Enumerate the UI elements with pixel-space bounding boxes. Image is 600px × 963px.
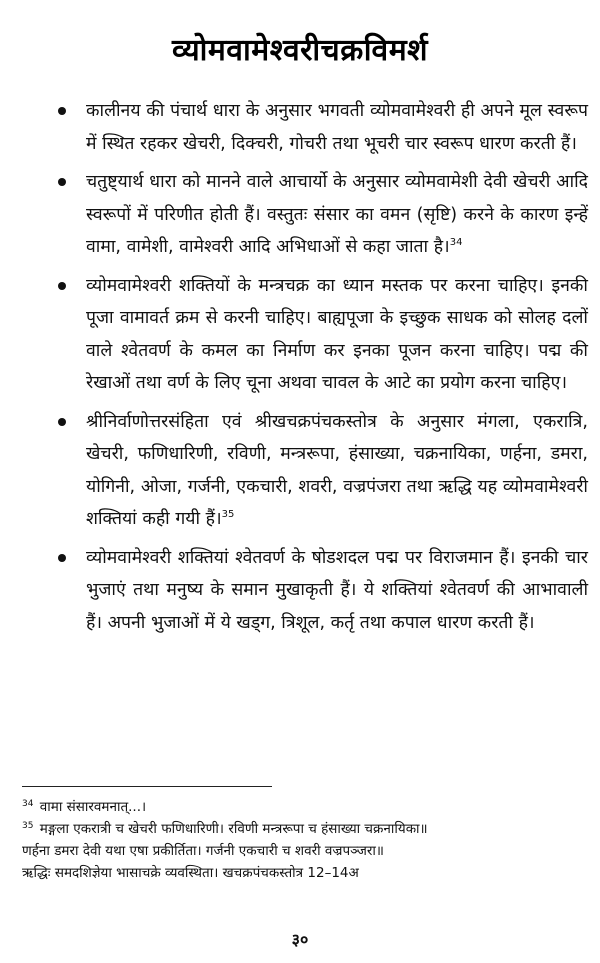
page-title: व्योमवामेश्वरीचक्रविमर्श xyxy=(171,33,429,68)
footnote-number: 34 xyxy=(22,798,34,809)
bullet-dot-icon xyxy=(58,178,66,186)
footnote-text: मङ्गला एकरात्री च खेचरी फणिधारिणी। रविणी मन्त्ररूपा च हंसाख्या चक्रनायिका॥ xyxy=(39,821,428,837)
footnote-ref-34: 34 xyxy=(449,237,463,249)
footnote-35 xyxy=(22,818,590,840)
footnote-text: णर्हना डमरा देवी यथा एषा प्रकीर्तिता। गर्जनी एकचारी च शवरी वज्रपञ्जरा॥ xyxy=(22,843,385,859)
bullet-text: व्योमवामेश्वरी शक्तियां श्वेतवर्ण के षोडशदल पद्म पर विराजमान हैं। इनकी चार भुजाएं तथा मनुष्य के समान मुखाकृती हैं। ये शक्तियां श्वेतवर्ण की आभावाली हैं। अपनी भुजाओं में ये खड्ग, त्रिशूल, कर्तृ तथा कपाल धारण करती हैं। xyxy=(86,547,588,633)
footnote-divider xyxy=(22,786,272,787)
bullet-text: श्रीनिर्वाणोत्तरसंहिता एवं श्रीखचक्रपंचकस्तोत्र के अनुसार मंगला, एकरात्रि, खेचरी, फणिधारिणी, रविणी, मन्त्ररूपा, हंसाख्या, चक्रनायिका, णर्हना, डमरा, योगिनी, ओजा, गर्जनी, एकचारी, शवरी, वज्रपंजरा तथा ऋद्धि यह व्योमवामेश्वरी शक्तियां कही गयी हैं। xyxy=(86,411,588,529)
bullet-item-2 xyxy=(58,166,588,264)
bullet-text: चतुष्ट्यार्थ धारा को मानने वाले आचार्यो के अनुसार व्योमवामेशी देवी खेचरी आदि स्वरूपों में परिणीत होती हैं। वस्तुतः संसार का वमन (सृष्टि) करने के कारण इन्हें वामा, वामेशी, वामेश्वरी आदि अभिधाओं से कहा जाता है। xyxy=(86,172,588,257)
footnote-text: वामा संसारवमनात्...। xyxy=(39,799,147,815)
bullet-dot-icon xyxy=(58,418,66,426)
footnotes xyxy=(22,796,590,884)
bullet-dot-icon xyxy=(58,554,66,562)
bullet-text: व्योमवामेश्वरी शक्तियों के मन्त्रचक्र का ध्यान मस्तक पर करना चाहिए। इनकी पूजा वामावर्त क्रम से करनी चाहिए। बाह्यपूजा के इच्छुक साधक को सोलह दलों वाले श्वेतवर्ण के कमल का निर्माण कर इनका पूजन करना चाहिए। पद्म की रेखाओं तथा वर्ण के लिए चूना अथवा चावल के आटे का प्रयोग करना चाहिए। xyxy=(86,275,588,393)
bullet-item-3 xyxy=(58,270,588,400)
page-number: ३० xyxy=(291,930,309,949)
bullet-list xyxy=(58,95,588,645)
footnote-text: ऋद्धिः समदशिज्ञेया भासाचक्रे व्यवस्थिता। खचक्रपंचकस्तोत्र 12–14अ xyxy=(22,865,359,881)
bullet-dot-icon xyxy=(58,107,66,115)
footnote-number: 35 xyxy=(22,820,34,831)
bullet-text: कालीनय की पंचार्थ धारा के अनुसार भगवती व्योमवामेश्वरी ही अपने मूल स्वरूप में स्थित रहकर खेचरी, दिक्चरी, गोचरी तथा भूचरी चार स्वरूप धारण करती हैं। xyxy=(86,101,588,154)
footnote-ref-35: 35 xyxy=(221,509,235,521)
footnote-34 xyxy=(22,796,590,818)
bullet-dot-icon xyxy=(58,282,66,290)
bullet-item-4 xyxy=(58,406,588,536)
footnote-35-line-3 xyxy=(22,862,590,884)
bullet-item-5 xyxy=(58,542,588,640)
bullet-item-1 xyxy=(58,95,588,160)
footnote-35-line-2 xyxy=(22,840,590,862)
